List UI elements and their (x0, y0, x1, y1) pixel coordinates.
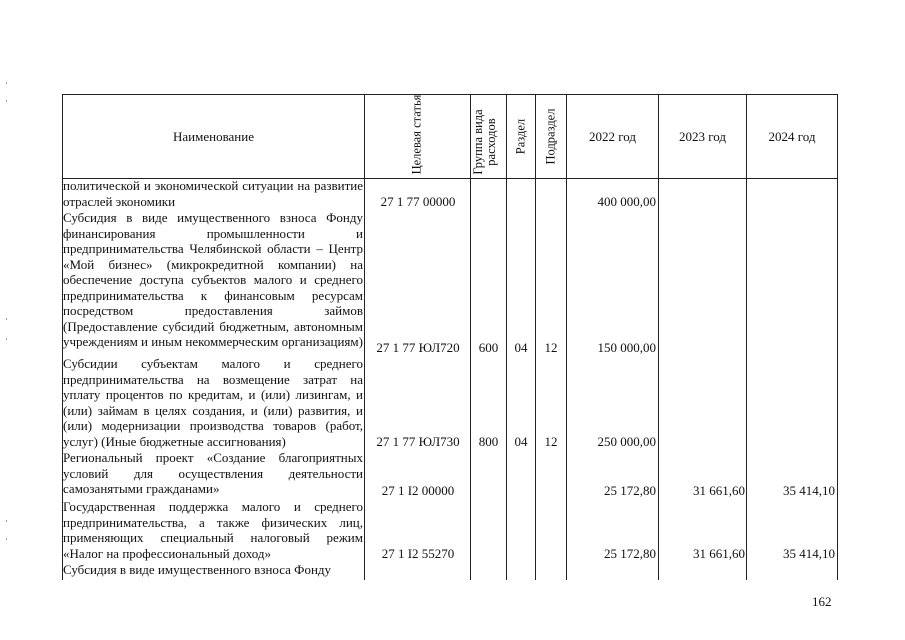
table-row-2022: 25 172,80 (604, 546, 656, 561)
table-row-2022: 150 000,00 (597, 340, 656, 355)
table-row-name: Субсидия в виде имущественного взноса Фонду финансирования промышленности и предпринимательства Челябинской области – Центр «Мой бизнес» (микрокредитной компании) на обеспечение доступа субъектов малого и среднего предпринимательства к финансовым ресурсам посредством предоставления займов (Предоставление субсидий бюджетным, автономным учреждениям и иным некоммерческим организациям) (63, 210, 363, 349)
scan-artifact (6, 538, 7, 540)
header-subsection: Подраздел (543, 108, 558, 165)
header-2023: 2023 год (679, 128, 726, 144)
table-row-name: Региональный проект «Создание благоприятных условий для осуществления деятельности самозанятыми гражданами» (63, 450, 363, 496)
table-row-subsection: 12 (544, 340, 558, 355)
table-row-2023: 31 661,60 (693, 546, 745, 561)
column-divider (837, 94, 838, 580)
table-row-code: 27 1 77 ЮЛ730 (376, 434, 460, 449)
page-number: 162 (812, 594, 832, 609)
table-row-subsection: 12 (544, 434, 558, 449)
table-row-2023: 31 661,60 (693, 483, 745, 498)
scan-artifact (6, 338, 7, 340)
table-row-2024: 35 414,10 (783, 546, 835, 561)
table-row-name: Государственная поддержка малого и среднего предпринимательства, а также физических лиц, применяющих специальный налоговый режим «Налог на профессиональный доход» (63, 499, 363, 561)
header-target-article: Целевая статья (409, 94, 424, 175)
table-row-2022: 25 172,80 (604, 483, 656, 498)
header-2022: 2022 год (589, 128, 636, 144)
table-row-code: 27 1 77 ЮЛ720 (376, 340, 460, 355)
header-expense-group: Группа вида расходов (471, 109, 498, 175)
scan-artifact (6, 82, 7, 84)
table-row-section: 04 (514, 434, 528, 449)
scan-artifact (6, 100, 7, 102)
table-row-code: 27 1 I2 00000 (381, 483, 455, 498)
table-row-name: Субсидия в виде имущественного взноса Фонду (63, 562, 332, 577)
table-row-2022: 250 000,00 (597, 434, 656, 449)
table-row-code: 27 1 I2 55270 (381, 546, 455, 561)
scan-artifact (6, 318, 7, 320)
table-row-name: политической и экономической ситуации на развитие отраслей экономики (63, 178, 363, 209)
header-section: Раздел (513, 118, 528, 155)
table-row-2022: 400 000,00 (597, 194, 656, 209)
table-row-2024: 35 414,10 (783, 483, 835, 498)
table-row-group: 600 (478, 340, 499, 355)
table-row-name: Субсидии субъектам малого и среднего предпринимательства на возмещение затрат на уплату процентов по кредитам, и (или) лизингам, и (или) займам в целях создания, и (или) развития, и (или) модернизации производства товаров (работ, услуг) (Иные бюджетные ассигнования) (63, 356, 363, 449)
header-name: Наименование (173, 128, 254, 144)
column-divider (364, 94, 365, 580)
header-2024: 2024 год (768, 128, 816, 144)
column-divider (506, 94, 507, 580)
table-row-section: 04 (514, 340, 528, 355)
scan-artifact (6, 520, 7, 522)
table-row-code: 27 1 77 00000 (380, 194, 456, 209)
column-divider (535, 94, 536, 580)
table-row-group: 800 (478, 434, 499, 449)
